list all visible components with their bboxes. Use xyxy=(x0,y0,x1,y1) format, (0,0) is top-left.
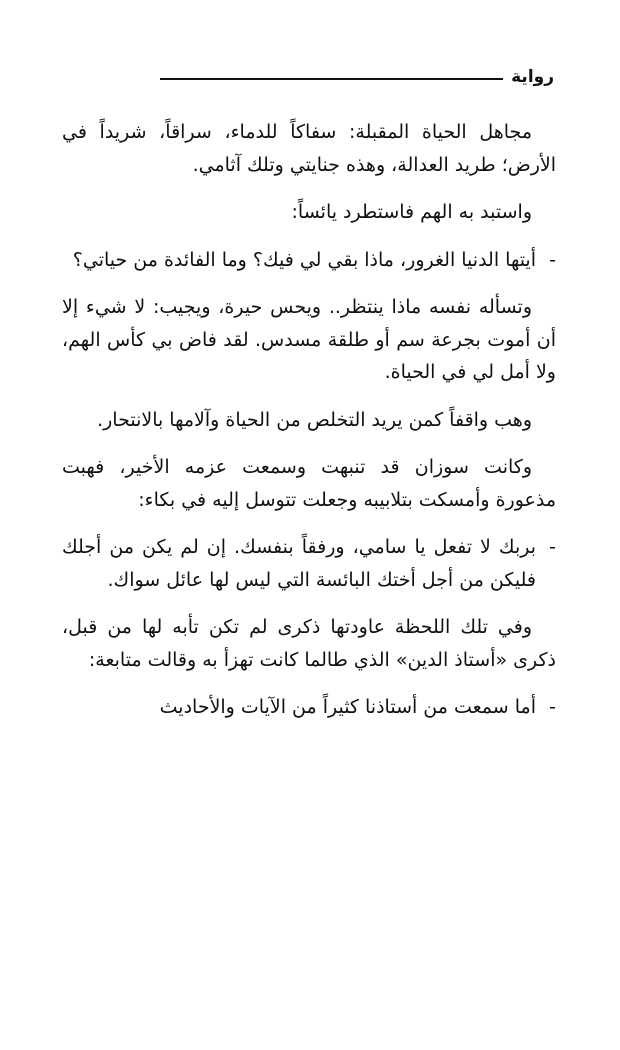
dialogue-text: أيتها الدنيا الغرور، ماذا بقي لي فيك؟ وما الفائدة من حياتي؟ xyxy=(72,248,536,271)
paragraph: وهب واقفاً كمن يريد التخلص من الحياة وآلامها بالانتحار. xyxy=(97,408,532,431)
paragraph: وفي تلك اللحظة عاودتها ذكرى لم تكن تأبه لها من قبل، ذكرى «أستاذ الدين» الذي طالما كانت تهزأ به وقالت متابعة: xyxy=(62,616,556,671)
dialogue-text: أما سمعت من أستاذنا كثيراً من الآيات والأحاديث xyxy=(159,696,536,718)
paragraph: واستبد به الهم فاستطرد يائساً: xyxy=(291,201,532,223)
header-rule xyxy=(160,78,503,80)
dialogue-line xyxy=(62,691,556,724)
dialogue-line xyxy=(62,531,556,596)
header-title: رواية xyxy=(511,67,554,87)
running-header xyxy=(160,62,554,92)
dialogue-dash: - xyxy=(549,696,556,718)
paragraph: مجاهل الحياة المقبلة: سفاكاً للدماء، سراقاً، شريداً في الأرض؛ طريد العدالة، وهذه جنايتي وتلك آثامي. xyxy=(62,121,556,176)
dialogue-dash: - xyxy=(549,248,556,271)
dialogue-line xyxy=(62,244,556,277)
paragraph: وكانت سوزان قد تنبهت وسمعت عزمه الأخير، فهبت مذعورة وأمسكت بتلابيبه وجعلت تتوسل إليه في بكاء: xyxy=(62,456,556,511)
dialogue-dash: - xyxy=(549,536,556,558)
paragraph: وتسأله نفسه ماذا ينتظر.. ويحس حيرة، ويجيب: لا شيء إلا أن أموت بجرعة سم أو طلقة مسدس. لقد فاض بي كأس الهم، ولا أمل لي في الحياة. xyxy=(62,296,556,383)
page-body xyxy=(62,116,556,739)
dialogue-text: بربك لا تفعل يا سامي، ورفقاً بنفسك. إن لم يكن من أجلك فليكن من أجل أختك البائسة التي ليس لها عائل سواك. xyxy=(62,536,536,591)
